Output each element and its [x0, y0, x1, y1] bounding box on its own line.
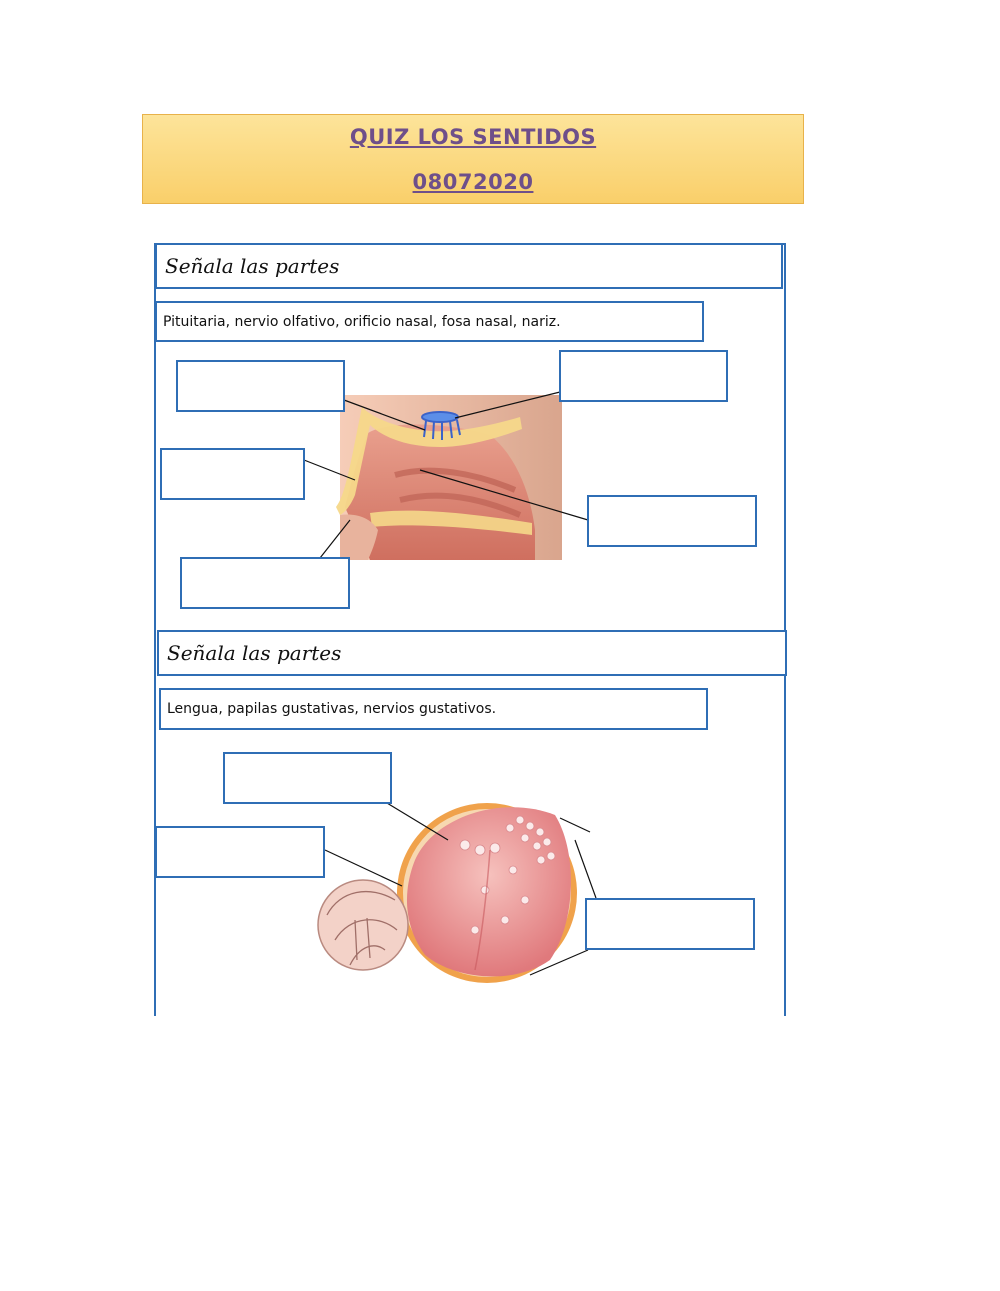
tongue-answer-box-3[interactable]	[585, 898, 755, 950]
nose-word-list: Pituitaria, nervio olfativo, orificio nasal, fosa nasal, nariz.	[155, 301, 704, 342]
quiz-date: 08072020	[412, 170, 534, 194]
tongue-answer-box-1[interactable]	[223, 752, 392, 804]
tongue-word-list: Lengua, papilas gustativas, nervios gustativos.	[159, 688, 708, 730]
quiz-title: QUIZ LOS SENTIDOS	[349, 125, 597, 149]
nose-section-heading: Señala las partes	[155, 243, 783, 289]
tongue-section-heading: Señala las partes	[157, 630, 787, 676]
tongue-answer-box-2[interactable]	[155, 826, 325, 878]
